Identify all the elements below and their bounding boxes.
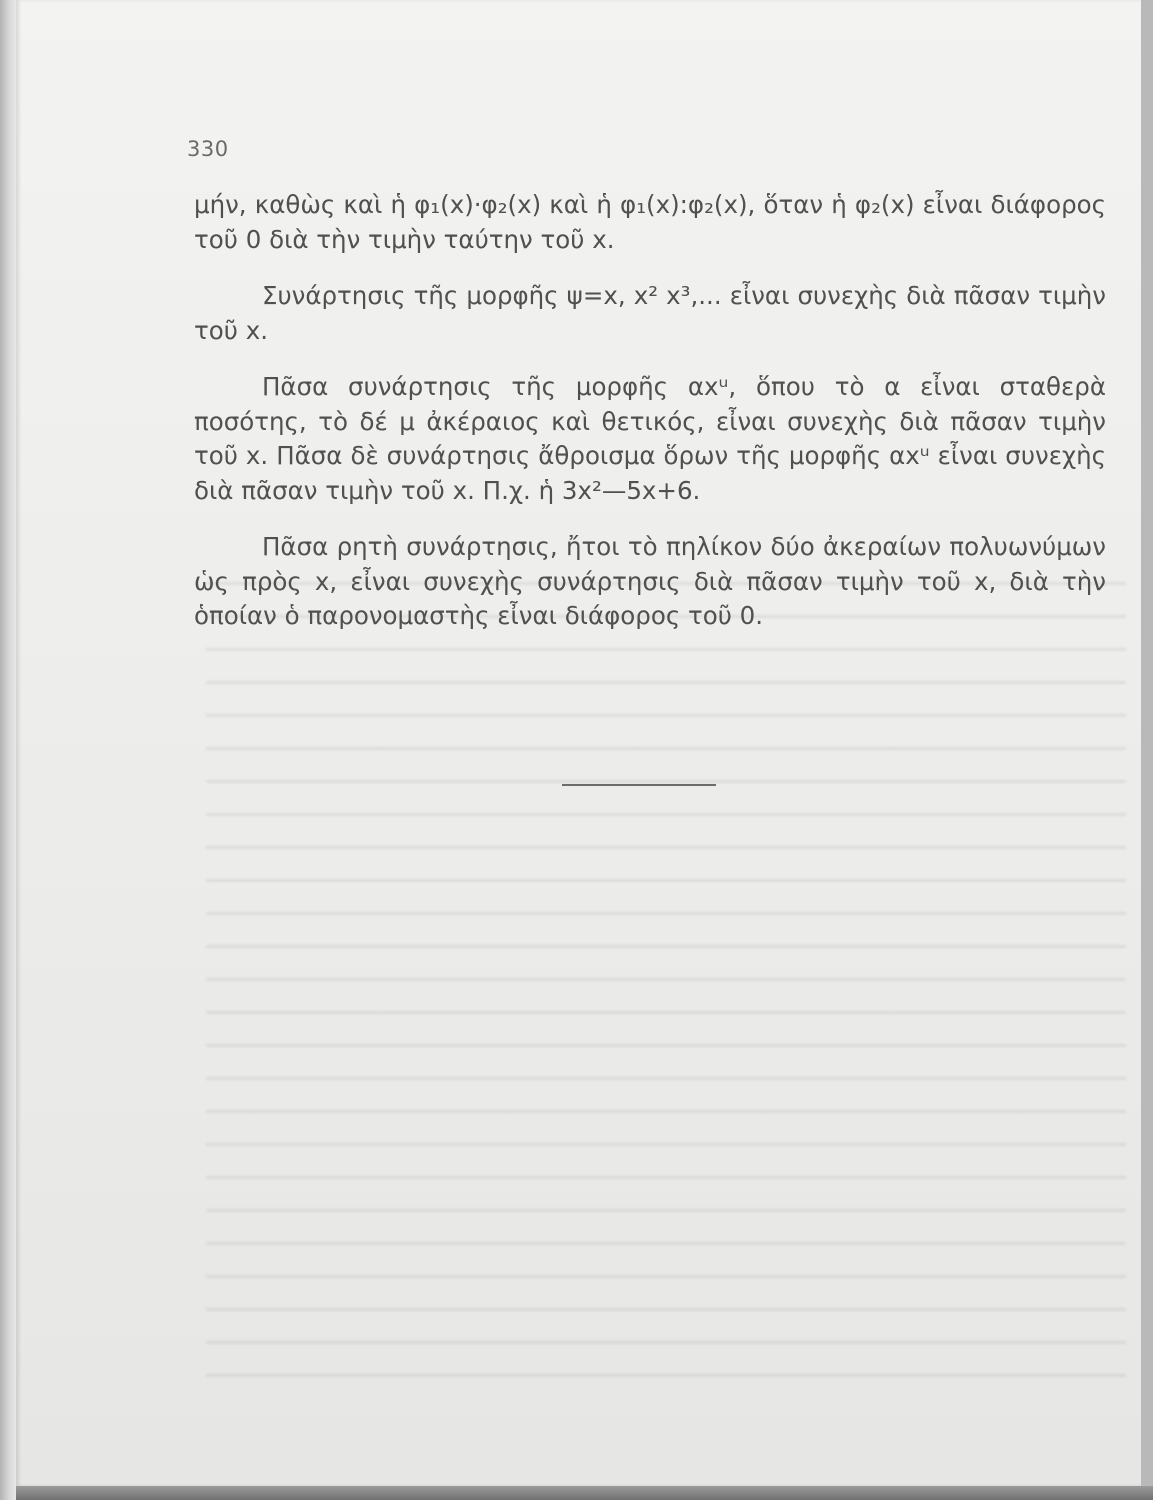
show-through-text xyxy=(206,560,1126,1380)
page-number: 330 xyxy=(187,137,229,161)
paragraph-power-functions: Συνάρτησις τῆς μορφῆς ψ=x, x² x³,... εἶναι συνεχὴς διὰ πᾶσαν τιμὴν τοῦ x. xyxy=(194,281,1106,345)
page-left-edge xyxy=(0,0,16,1500)
paragraph-continuation: μήν, καθὼς καὶ ἡ φ₁(x)·φ₂(x) καὶ ἡ φ₁(x):φ₂(x), ὅταν ἡ φ₂(x) εἶναι διάφορος τοῦ 0 διὰ τὴν τιμὴν ταύτην τοῦ x. xyxy=(194,190,1106,254)
paragraph-polynomial-terms: Πᾶσα συνάρτησις τῆς μορφῆς αxᵘ, ὅπου τὸ α εἶναι σταθερὰ ποσότης, τὸ δέ μ ἀκέραιος καὶ θετικός, εἶναι συνεχὴς διὰ πᾶσαν τιμὴν τοῦ x. Πᾶσα δὲ συνάρτησις ἄθροισμα ὅρων τῆς μορφῆς αxᵘ εἶναι συνεχὴς διὰ πᾶσαν τιμὴν τοῦ x. Π.χ. ἡ 3x²—5x+6. xyxy=(194,372,1106,505)
body-text xyxy=(194,188,1106,634)
paragraph-rational-functions: Πᾶσα ρητὴ συνάρτησις, ἤτοι τὸ πηλίκον δύο ἀκεραίων πολυωνύμων ὡς πρὸς x, εἶναι συνεχὴς συνάρτησις διὰ πᾶσαν τιμὴν τοῦ x, διὰ τὴν ὁποίαν ὁ παρονομαστὴς εἶναι διάφορος τοῦ 0. xyxy=(194,532,1106,630)
page-bottom-edge xyxy=(16,1486,1153,1500)
section-divider xyxy=(562,784,716,786)
